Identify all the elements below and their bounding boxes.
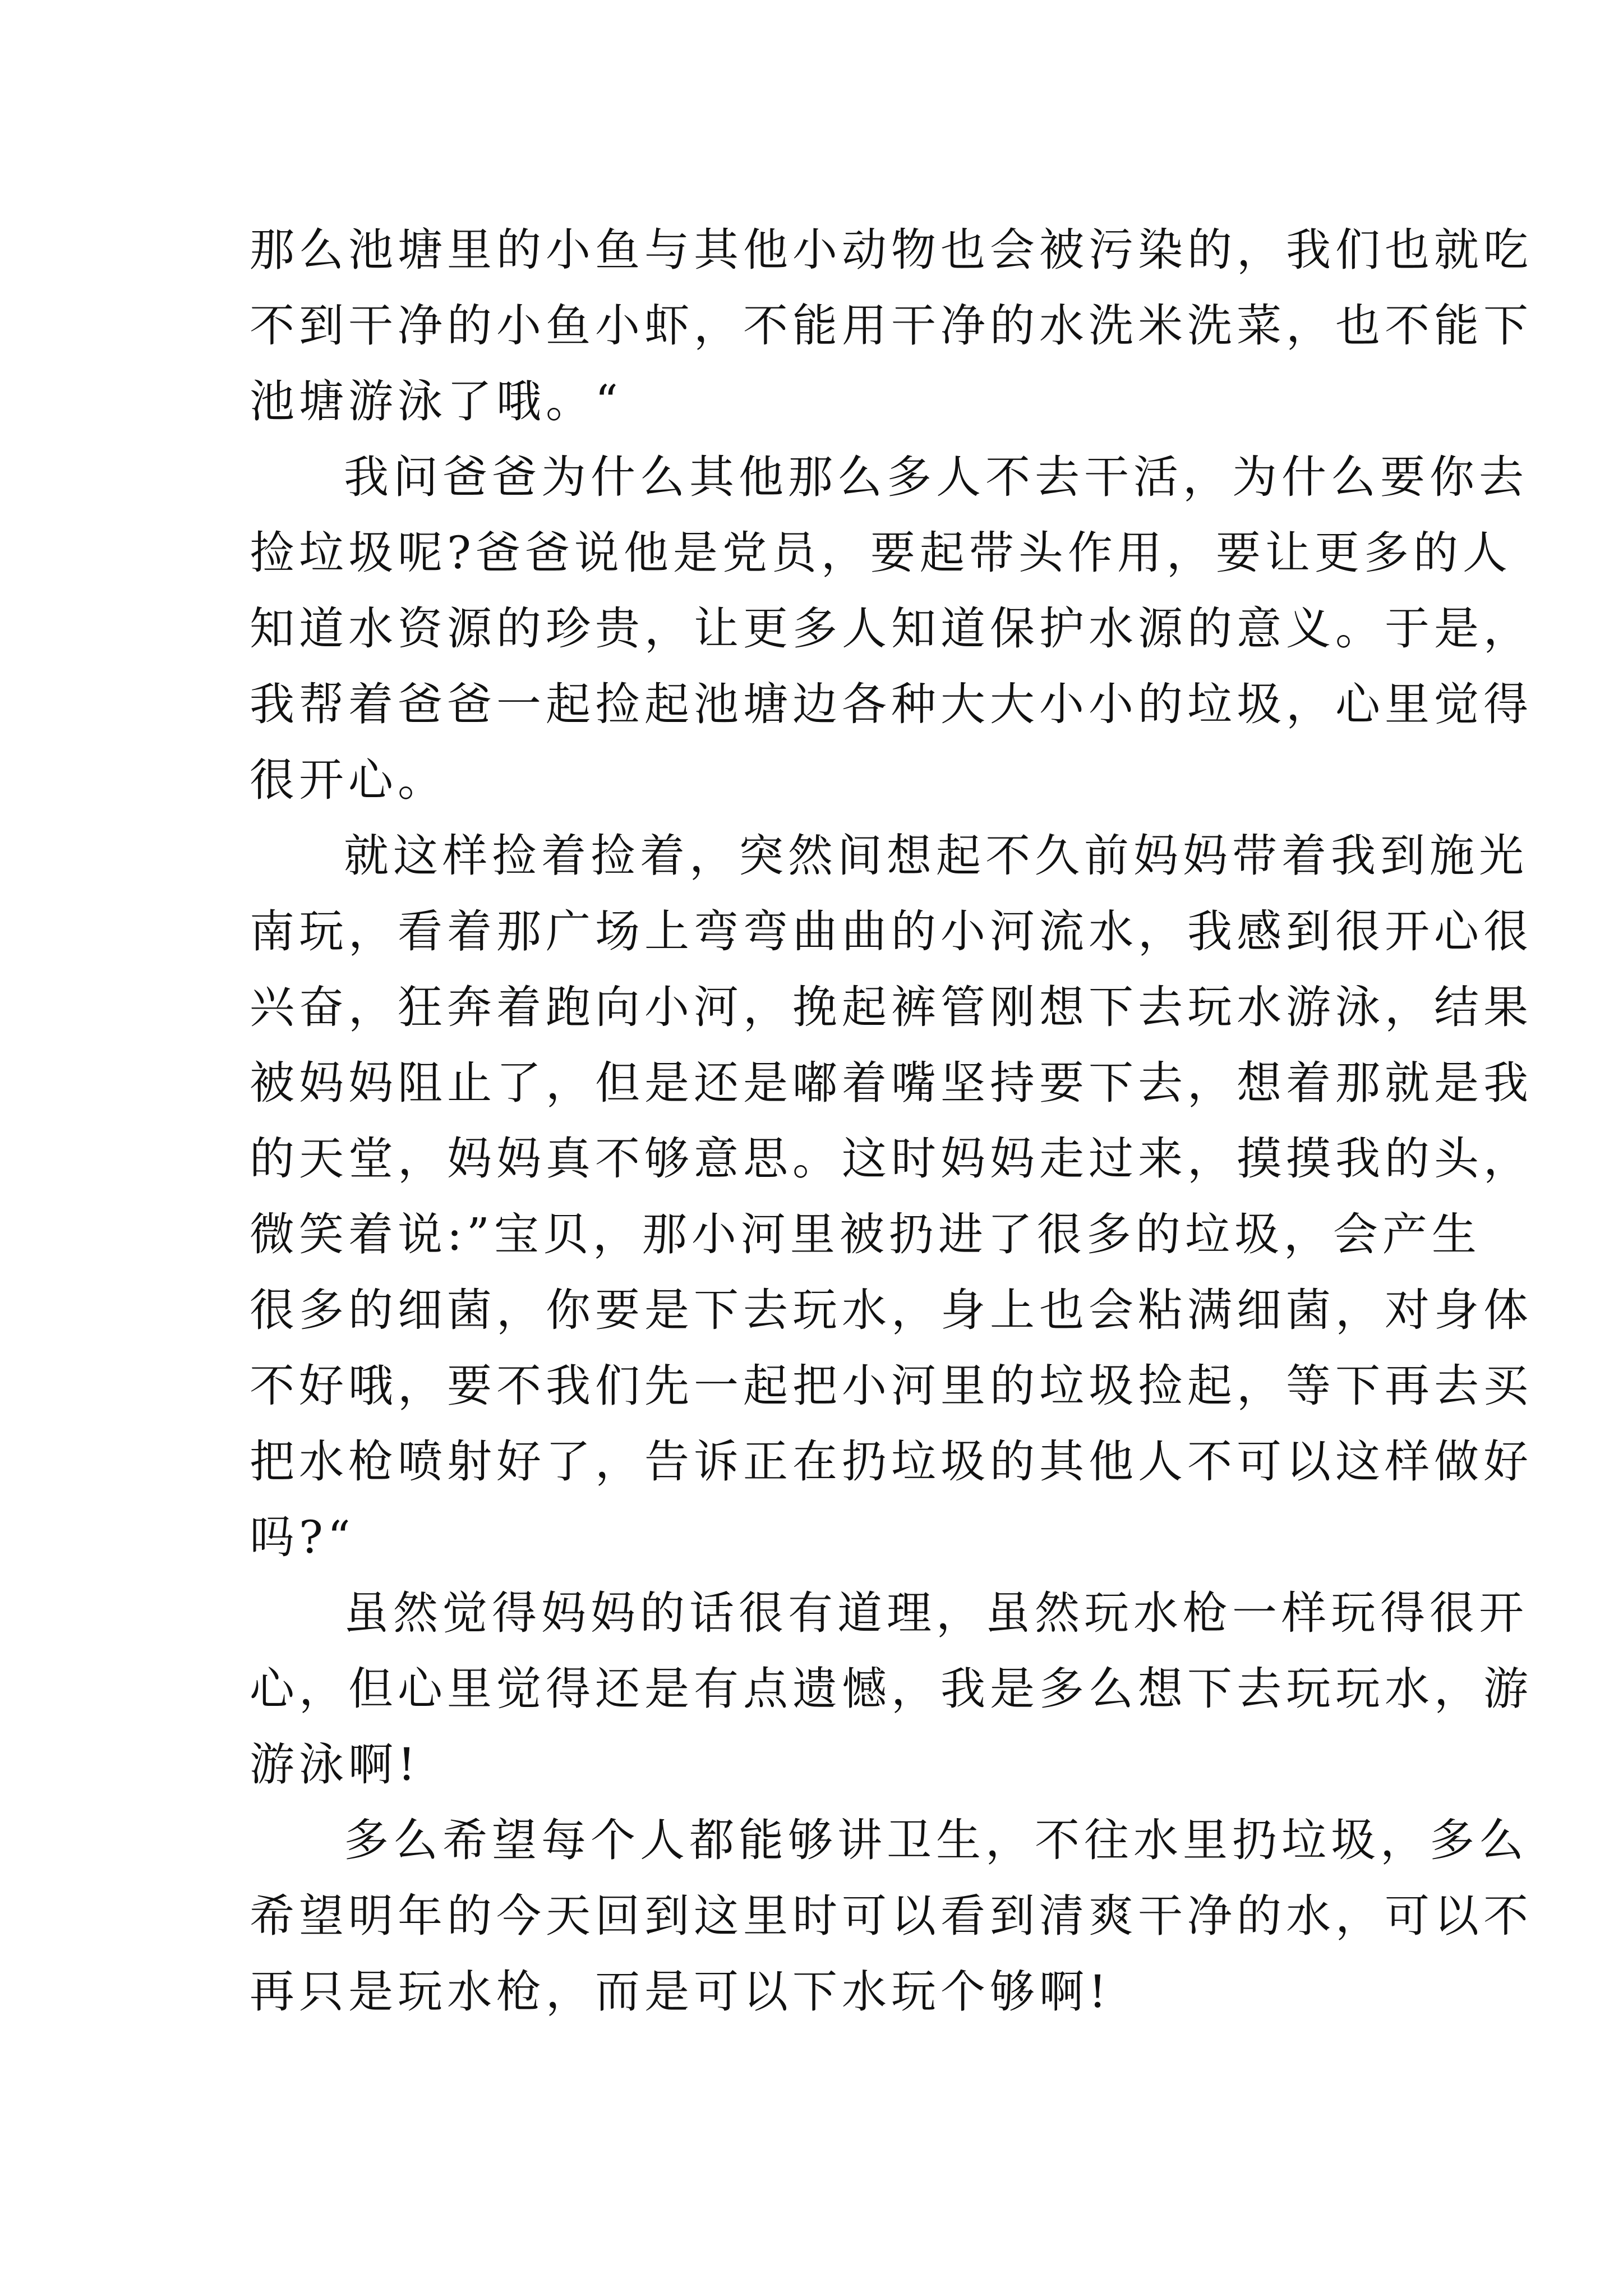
text-line: 不到干净的小鱼小虾，不能用干净的水洗米洗菜，也不能下 <box>250 300 1533 352</box>
text-line: 心，但心里觉得还是有点遗憾，我是多么想下去玩玩水，游 <box>250 1663 1533 1715</box>
text-line: 我问爸爸为什么其他那么多人不去干活，为什么要你去 <box>344 451 1528 503</box>
text-line: 的天堂，妈妈真不够意思。这时妈妈走过来，摸摸我的头， <box>250 1133 1533 1185</box>
text-line: 很开心。 <box>250 754 447 806</box>
text-line: 再只是玩水枪，而是可以下水玩个够啊! <box>250 1966 1112 2018</box>
text-line: 兴奋，狂奔着跑向小河，挽起裤管刚想下去玩水游泳，结果 <box>250 981 1533 1033</box>
text-line: 把水枪喷射好了，告诉正在扔垃圾的其他人不可以这样做好 <box>250 1435 1533 1488</box>
paragraph <box>250 212 1533 439</box>
text-line: 不好哦，要不我们先一起把小河里的垃圾捡起，等下再去买 <box>250 1360 1533 1412</box>
text-line: 知道水资源的珍贵，让更多人知道保护水源的意义。于是， <box>250 602 1533 655</box>
text-line: 很多的细菌，你要是下去玩水，身上也会粘满细菌，对身体 <box>250 1284 1533 1336</box>
text-line: 就这样捡着捡着，突然间想起不久前妈妈带着我到施光 <box>344 830 1528 882</box>
text-line: 虽然觉得妈妈的话很有道理，虽然玩水枪一样玩得很开 <box>344 1587 1528 1639</box>
text-line: 捡垃圾呢?爸爸说他是党员，要起带头作用，要让更多的人 <box>250 527 1512 579</box>
paragraph <box>250 1802 1533 2030</box>
paragraph <box>250 1575 1533 1802</box>
paragraph <box>250 439 1533 818</box>
text-line: 希望明年的今天回到这里时可以看到清爽干净的水，可以不 <box>250 1890 1533 1942</box>
text-line: 多么希望每个人都能够讲卫生，不往水里扔垃圾，多么 <box>344 1814 1528 1866</box>
text-line: 那么池塘里的小鱼与其他小动物也会被污染的，我们也就吃 <box>250 224 1533 276</box>
document-body <box>250 212 1533 2030</box>
text-line: 南玩，看着那广场上弯弯曲曲的小河流水，我感到很开心很 <box>250 905 1533 958</box>
text-line: 我帮着爸爸一起捡起池塘边各种大大小小的垃圾，心里觉得 <box>250 678 1533 730</box>
text-line: 池塘游泳了哦。“ <box>250 375 623 427</box>
text-line: 被妈妈阻止了，但是还是嘟着嘴坚持要下去，想着那就是我 <box>250 1057 1533 1109</box>
text-line: 游泳啊! <box>250 1738 421 1791</box>
text-line: 微笑着说:”宝贝，那小河里被扔进了很多的垃圾，会产生 <box>250 1208 1481 1260</box>
paragraph <box>250 818 1533 1575</box>
text-line: 吗?“ <box>250 1511 355 1563</box>
